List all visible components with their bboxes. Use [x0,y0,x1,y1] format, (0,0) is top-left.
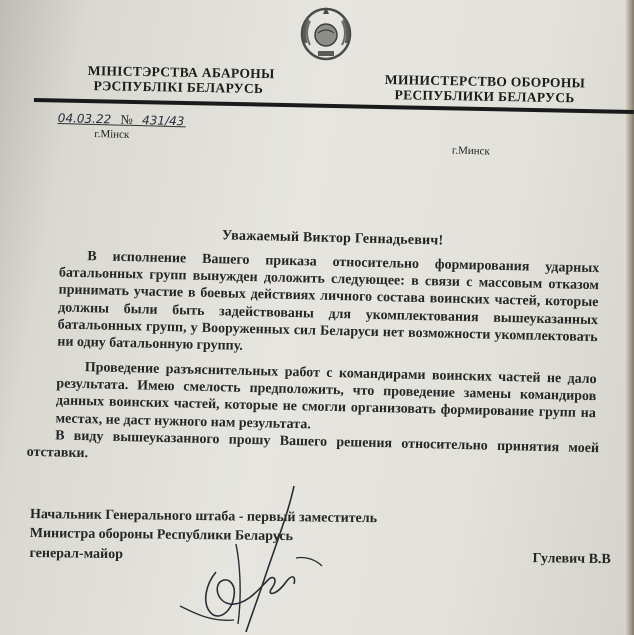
paragraph-3: В виду вышеуказанного прошу Вашего решения относительно принятия моей отставки. [26,428,600,462]
reference-city-left: г.Мінск [94,127,130,141]
paragraph-1: В исполнение Вашего приказа относительно формирования ударных батальонных групп вынужден доложить следующее: в связи с массовым отказом принимать участие в боевых действиях личного состава воинских частей, которые должны были быть задействованы для укомплектования вышеуказанных батальонных групп, у Вооруженных сил Беларуси нет возможности укомплектовать ни одну батальонную группу. [57,249,600,354]
reference-number: 431/43 [141,113,185,129]
signatory-title-1: Начальник Генерального штаба - первый заместитель [29,507,378,527]
salutation: Уважаемый Виктор Геннадьевич! [221,228,444,249]
paragraph-2: Проведение разъяснительных работ с командирами воинских частей не дало результата. Имею смелость предположить, что проведение замены командиров данных воинских частей, которые не смогли организовать формирование групп на местах, не даст нужного нам результата. [55,360,597,433]
header-be-line-2: РЭСПУБЛІКІ БЕЛАРУСЬ [93,78,264,97]
signatory-rank: генерал-майор [29,545,124,563]
handwritten-signature-icon [176,484,326,634]
header-ru-line-2: РЕСПУБЛИКИ БЕЛАРУСЬ [394,87,575,106]
signatory-name: Гулевич В.В [532,551,611,568]
reference-city-right: г.Минск [451,144,490,158]
reference-number-prefix: № [120,111,134,127]
header-ru-line-1: МИНИСТЕРСТВО ОБОРОНЫ [384,72,586,91]
header-be-line-1: МІНІСТЭРСТВА АБАРОНЫ [87,63,275,82]
signatory-title-2: Министра обороны Республики Беларусь [29,525,294,545]
reference-date: 04.03.22 [57,110,112,127]
